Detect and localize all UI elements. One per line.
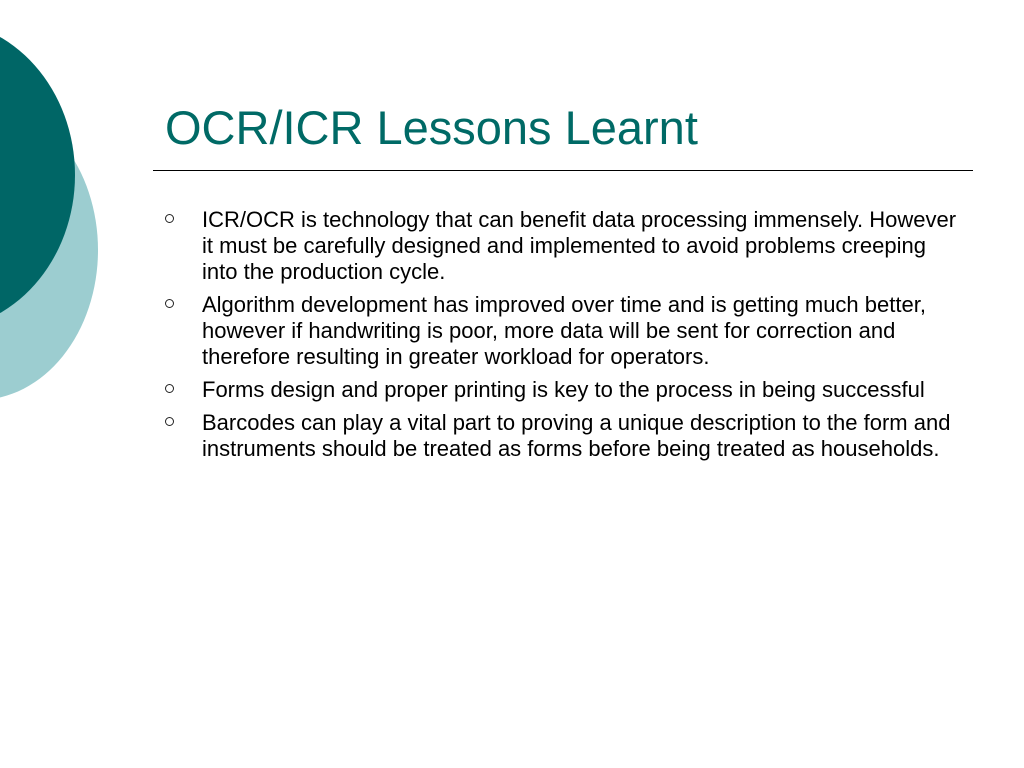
slide-title: OCR/ICR Lessons Learnt [165, 101, 698, 154]
bullet-list [160, 207, 960, 469]
hollow-circle-icon [165, 299, 174, 308]
bullet-item [160, 207, 960, 285]
bullet-text: Forms design and proper printing is key to the process in being successful [202, 377, 925, 402]
hollow-circle-icon [165, 214, 174, 223]
hollow-circle-icon [165, 417, 174, 426]
bullet-item [160, 377, 960, 403]
bullet-text: Barcodes can play a vital part to proving a unique description to the form and instruments should be treated as forms before being treated as households. [202, 410, 951, 461]
bullet-text: ICR/OCR is technology that can benefit data processing immensely. However it must be carefully designed and implemented to avoid problems creeping into the production cycle. [202, 207, 957, 284]
bullet-item [160, 410, 960, 462]
hollow-circle-icon [165, 384, 174, 393]
bullet-text: Algorithm development has improved over time and is getting much better, however if handwriting is poor, more data will be sent for correction and therefore resulting in greater workload for operators. [202, 292, 926, 369]
title-divider [153, 170, 973, 171]
bullet-item [160, 292, 960, 370]
